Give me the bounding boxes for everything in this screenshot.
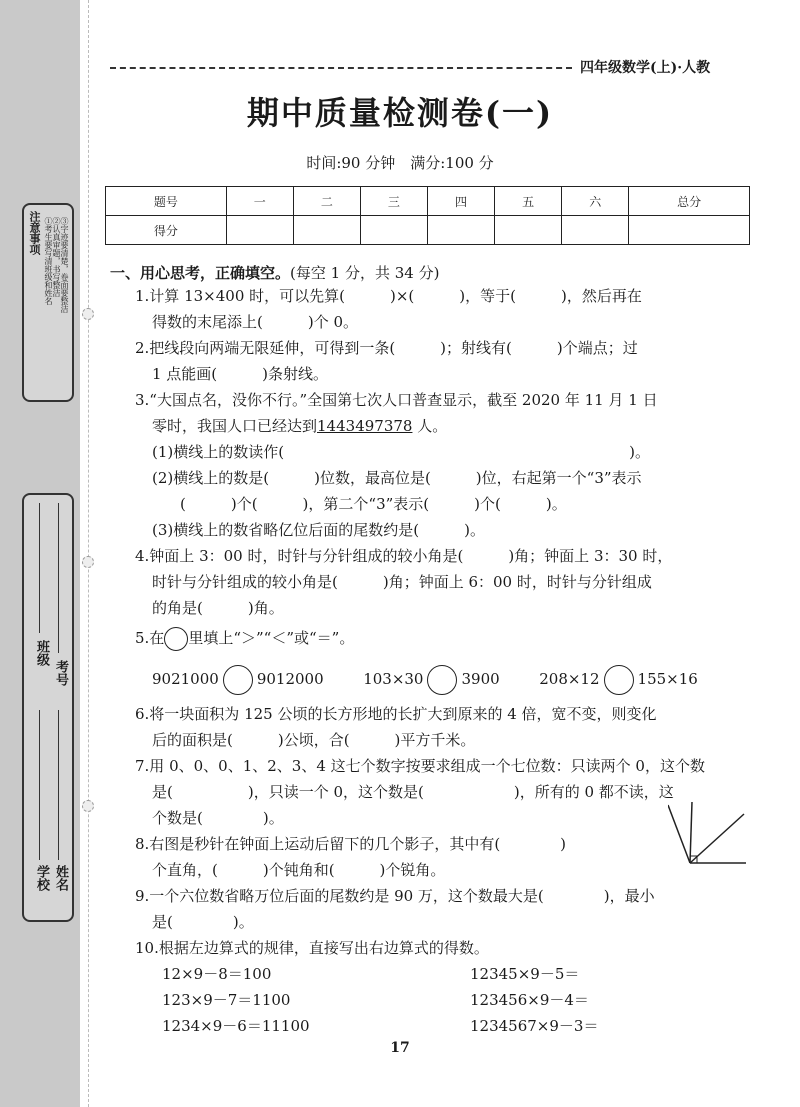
exam-number-field[interactable] xyxy=(58,503,59,653)
question-6-line: 后的面积是( )公顷，合( )平方千米。 xyxy=(152,731,476,749)
notice-line: ②认真审题，书写整洁 xyxy=(52,217,61,297)
q3-text: 零时，我国人口已经达到 xyxy=(152,417,318,435)
circle-icon xyxy=(164,627,188,651)
compare-circle[interactable] xyxy=(427,665,457,695)
question-6-line: 6.将一块面积为 125 公顷的长方形地的长扩大到原来的 4 倍，宽不变，则变化 xyxy=(135,705,657,723)
question-7-line: 7.用 0、0、0、1、2、3、4 这七个数字按要求组成一个七位数：只读两个 0，这个数 xyxy=(135,757,705,775)
table-cell: 总分 xyxy=(629,187,750,216)
question-4-line: 4.钟面上 3：00 时，时针与分针组成的较小角是( )角；钟面上 3：30 时， xyxy=(135,547,673,565)
compare-left: 103×30 xyxy=(363,670,424,688)
question-3-line: 3.“大国点名，没你不行。”全国第七次人口普查显示，截至 2020 年 11 月 1 日 xyxy=(135,391,658,409)
compare-left: 9021000 xyxy=(152,670,219,688)
name-label: 姓名 xyxy=(53,865,68,891)
binding-hole xyxy=(82,308,94,320)
question-4-line: 时针与分针组成的较小角是( )角；钟面上 6：00 时，时针与分针组成 xyxy=(152,573,652,591)
equation-right: 12345×9－5＝ xyxy=(470,965,580,983)
compare-right: 9012000 xyxy=(256,670,324,688)
table-cell: 二 xyxy=(293,187,360,216)
question-8-line: 8.右图是秒针在钟面上运动后留下的几个影子，其中有( ) xyxy=(135,835,567,853)
question-3-line xyxy=(152,416,447,436)
score-cell[interactable] xyxy=(293,216,360,245)
section-title xyxy=(110,262,439,283)
question-1-line: 得数的末尾添上( )个 0。 xyxy=(152,313,359,331)
table-cell: 一 xyxy=(226,187,293,216)
question-3-sub-1: (1)横线上的数读作( )。 xyxy=(152,443,650,461)
score-cell[interactable] xyxy=(629,216,750,245)
exam-time-score: 时间:90 分钟 满分:100 分 xyxy=(306,154,494,172)
question-3-sub-2: (2)横线上的数是( )位数，最高位是( )位，右起第一个“3”表示 xyxy=(152,469,642,487)
score-cell[interactable] xyxy=(495,216,562,245)
table-cell: 得分 xyxy=(106,216,227,245)
table-cell: 五 xyxy=(495,187,562,216)
exam-number-label: 考号 xyxy=(53,660,68,686)
section-note: (每空 1 分，共 34 分) xyxy=(290,264,440,282)
equation-left: 12×9－8＝100 xyxy=(162,965,272,983)
equation-right: 123456×9－4＝ xyxy=(470,991,589,1009)
question-5-line xyxy=(135,626,354,651)
question-2-line: 1 点能画( )条射线。 xyxy=(152,365,329,383)
page-title: 期中质量检测卷(一) xyxy=(246,94,554,132)
compare-circle[interactable] xyxy=(223,665,253,695)
notice-title: 注意事项 xyxy=(28,211,41,255)
score-cell[interactable] xyxy=(360,216,427,245)
table-cell: 三 xyxy=(360,187,427,216)
score-cell[interactable] xyxy=(562,216,629,245)
compare-left: 208×12 xyxy=(539,670,600,688)
table-row xyxy=(106,187,750,216)
header-dashed-line xyxy=(110,67,572,69)
table-cell: 六 xyxy=(562,187,629,216)
question-8-line: 个直角，( )个钝角和( )个锐角。 xyxy=(152,861,446,879)
name-field[interactable] xyxy=(58,710,59,860)
question-3-sub-2-cont: ( )个( )，第二个“3”表示( )个( )。 xyxy=(180,495,567,513)
table-row xyxy=(106,216,750,245)
compare-right: 155×16 xyxy=(637,670,698,688)
school-field[interactable] xyxy=(39,710,40,860)
question-9-line: 9.一个六位数省略万位后面的尾数约是 90 万，这个数最大是( )，最小 xyxy=(135,887,655,905)
question-7-line: 个数是( )。 xyxy=(152,809,284,827)
q5-text: 5.在 xyxy=(135,629,165,647)
student-info-box xyxy=(22,493,74,922)
notice-line: ③字迹要清楚，卷面要整洁 xyxy=(60,217,69,313)
table-cell: 四 xyxy=(427,187,494,216)
question-2-line: 2.把线段向两端无限延伸，可得到一条( )；射线有( )个端点；过 xyxy=(135,339,638,357)
question-4-line: 的角是( )角。 xyxy=(152,599,284,617)
ray-line xyxy=(668,805,690,863)
ray-line xyxy=(690,814,744,863)
question-9-line: 是( )。 xyxy=(152,913,254,931)
q5-text: 里填上“＞”“＜”或“＝”。 xyxy=(188,629,355,647)
score-table xyxy=(105,186,750,245)
score-cell[interactable] xyxy=(427,216,494,245)
binding-hole xyxy=(82,556,94,568)
compare-right: 3900 xyxy=(461,670,500,688)
school-label: 学校 xyxy=(34,865,49,891)
ray-line xyxy=(690,802,692,863)
equation-left: 1234×9－6＝11100 xyxy=(162,1017,310,1035)
book-label: 四年级数学(上)·人教 xyxy=(580,60,711,76)
equation-right: 1234567×9－3＝ xyxy=(470,1017,599,1035)
question-1-line: 1.计算 13×400 时，可以先算( )×( )，等于( )，然后再在 xyxy=(135,287,642,305)
question-7-line: 是( )，只读一个 0，这个数是( )，所有的 0 都不读，这 xyxy=(152,783,674,801)
question-5-items xyxy=(152,664,698,695)
table-cell: 题号 xyxy=(106,187,227,216)
page-number: 17 xyxy=(390,1040,410,1056)
question-10-line: 10.根据左边算式的规律，直接写出右边算式的得数。 xyxy=(135,939,489,957)
notice-line: ①考生要写清班级和姓名 xyxy=(44,217,53,305)
notice-box xyxy=(22,203,74,402)
q3-text: 人。 xyxy=(412,417,448,435)
equation-left: 123×9－7＝1100 xyxy=(162,991,291,1009)
question-3-sub-3: (3)横线上的数省略亿位后面的尾数约是( )。 xyxy=(152,521,485,539)
binding-hole xyxy=(82,800,94,812)
compare-circle[interactable] xyxy=(604,665,634,695)
second-hand-diagram xyxy=(668,800,748,870)
class-field[interactable] xyxy=(39,503,40,633)
population-number: 1443497378 xyxy=(317,417,413,435)
score-cell[interactable] xyxy=(226,216,293,245)
section-heading: 一、用心思考，正确填空。 xyxy=(110,264,291,282)
class-label: 班级 xyxy=(34,640,49,666)
